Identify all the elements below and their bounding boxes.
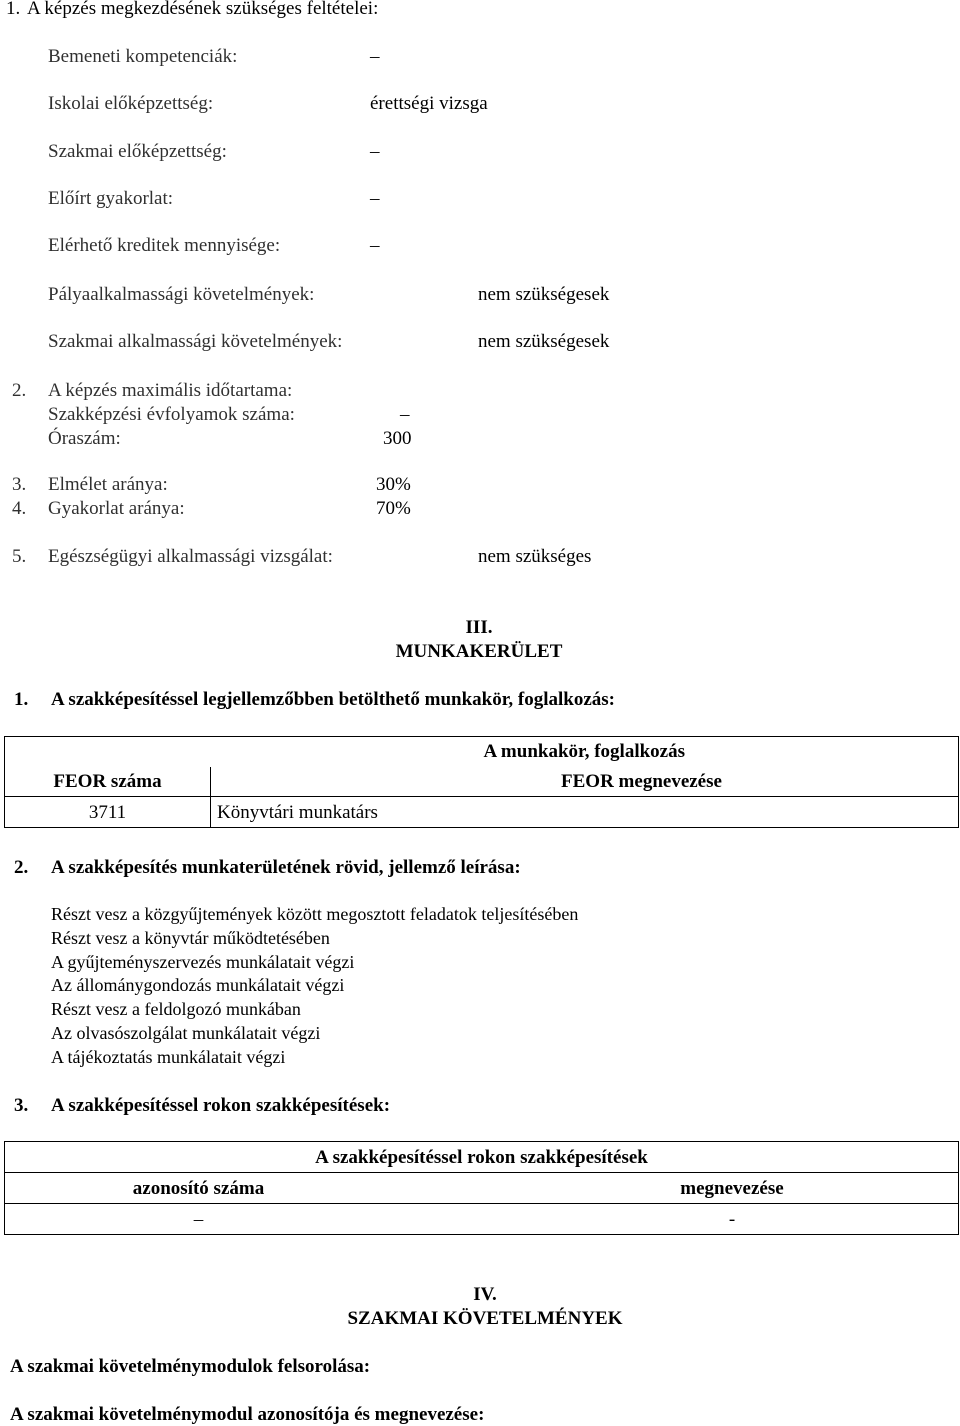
rokon-table bbox=[4, 1141, 959, 1235]
rokon-code-header: azonosító száma bbox=[5, 1173, 393, 1204]
section2-number: 2. bbox=[12, 380, 27, 401]
section3-number: 3. bbox=[12, 474, 27, 495]
duty-item: A gyűjteményszervezés munkálatait végzi bbox=[51, 952, 355, 972]
req-label-kreditek: Elérhető kreditek mennyisége: bbox=[48, 235, 281, 256]
feor-table bbox=[4, 736, 959, 828]
part4-title: SZAKMAI KÖVETELMÉNYEK bbox=[347, 1308, 623, 1329]
feor-name-header: FEOR megnevezése bbox=[211, 767, 959, 797]
req-label-szakmai-elokepzettseg: Szakmai előképzettség: bbox=[48, 141, 227, 162]
req-value-iskolai: érettségi vizsga bbox=[370, 93, 488, 114]
req-value-bemeneti: – bbox=[370, 46, 380, 67]
oraszam-value: 300 bbox=[383, 428, 412, 449]
q3-title: A szakképesítéssel rokon szakképesítések: bbox=[51, 1095, 391, 1116]
req-value-szakmai-elokepzettseg: – bbox=[370, 141, 380, 162]
feor-code-cell: 3711 bbox=[5, 797, 211, 828]
rokon-name-cell: - bbox=[392, 1204, 959, 1235]
elmelet-value: 30% bbox=[376, 474, 411, 495]
section1-number: 1. bbox=[6, 0, 21, 19]
feor-table-corner bbox=[5, 737, 211, 767]
q2-number: 2. bbox=[14, 857, 29, 878]
section2-title: A képzés maximális időtartama: bbox=[48, 380, 293, 401]
gyakorlat-label: Gyakorlat aránya: bbox=[48, 498, 185, 519]
req-label-iskolai: Iskolai előképzettség: bbox=[48, 93, 214, 114]
q1-title: A szakképesítéssel legjellemzőbben betölthető munkakör, foglalkozás: bbox=[51, 689, 616, 710]
evfolyamok-label: Szakképzési évfolyamok száma: bbox=[48, 404, 295, 425]
egeszsegugyi-value: nem szükséges bbox=[478, 546, 592, 567]
duty-item: A tájékoztatás munkálatait végzi bbox=[51, 1047, 286, 1067]
part3-title: MUNKAKERÜLET bbox=[395, 641, 563, 662]
rokon-name-header: megnevezése bbox=[392, 1173, 959, 1204]
rokon-group-header: A szakképesítéssel rokon szakképesítések bbox=[5, 1142, 959, 1173]
req-label-bemeneti: Bemeneti kompetenciák: bbox=[48, 46, 238, 67]
gyakorlat-value: 70% bbox=[376, 498, 411, 519]
req-value-kreditek: – bbox=[370, 235, 380, 256]
q3-number: 3. bbox=[14, 1095, 29, 1116]
part3-roman: III. bbox=[465, 617, 493, 638]
feor-name-cell: Könyvtári munkatárs bbox=[211, 797, 959, 828]
req-value-szakmai-alkalmassagi: nem szükségesek bbox=[478, 331, 610, 352]
section1-title: A képzés megkezdésének szükséges feltételei: bbox=[27, 0, 379, 19]
duty-item: Az állománygondozás munkálatait végzi bbox=[51, 975, 345, 995]
req-value-palyaalkalmassagi: nem szükségesek bbox=[478, 284, 610, 305]
duty-item: Részt vesz a feldolgozó munkában bbox=[51, 999, 301, 1019]
req-value-gyakorlat: – bbox=[370, 188, 380, 209]
duty-item: Az olvasószolgálat munkálatait végzi bbox=[51, 1023, 321, 1043]
duty-item: Részt vesz a könyvtár működtetésében bbox=[51, 928, 330, 948]
modules-list-label: A szakmai követelménymodulok felsorolása: bbox=[10, 1356, 371, 1377]
req-label-gyakorlat: Előírt gyakorlat: bbox=[48, 188, 174, 209]
q2-title: A szakképesítés munkaterületének rövid, jellemző leírása: bbox=[51, 857, 521, 878]
oraszam-label: Óraszám: bbox=[48, 428, 121, 449]
feor-code-header: FEOR száma bbox=[5, 767, 211, 797]
egeszsegugyi-label: Egészségügyi alkalmassági vizsgálat: bbox=[48, 546, 333, 567]
q1-number: 1. bbox=[14, 689, 29, 710]
module-id-label: A szakmai követelménymodul azonosítója és megnevezése: bbox=[10, 1404, 485, 1425]
evfolyamok-value: – bbox=[400, 404, 410, 425]
req-label-palyaalkalmassagi: Pályaalkalmassági követelmények: bbox=[48, 284, 315, 305]
section5-number: 5. bbox=[12, 546, 27, 567]
req-label-szakmai-alkalmassagi: Szakmai alkalmassági követelmények: bbox=[48, 331, 343, 352]
rokon-code-cell: – bbox=[5, 1204, 393, 1235]
elmelet-label: Elmélet aránya: bbox=[48, 474, 168, 495]
section4-number: 4. bbox=[12, 498, 27, 519]
part4-roman: IV. bbox=[473, 1284, 497, 1305]
duty-item: Részt vesz a közgyűjtemények között megosztott feladatok teljesítésében bbox=[51, 904, 579, 924]
feor-group-header: A munkakör, foglalkozás bbox=[211, 737, 959, 767]
